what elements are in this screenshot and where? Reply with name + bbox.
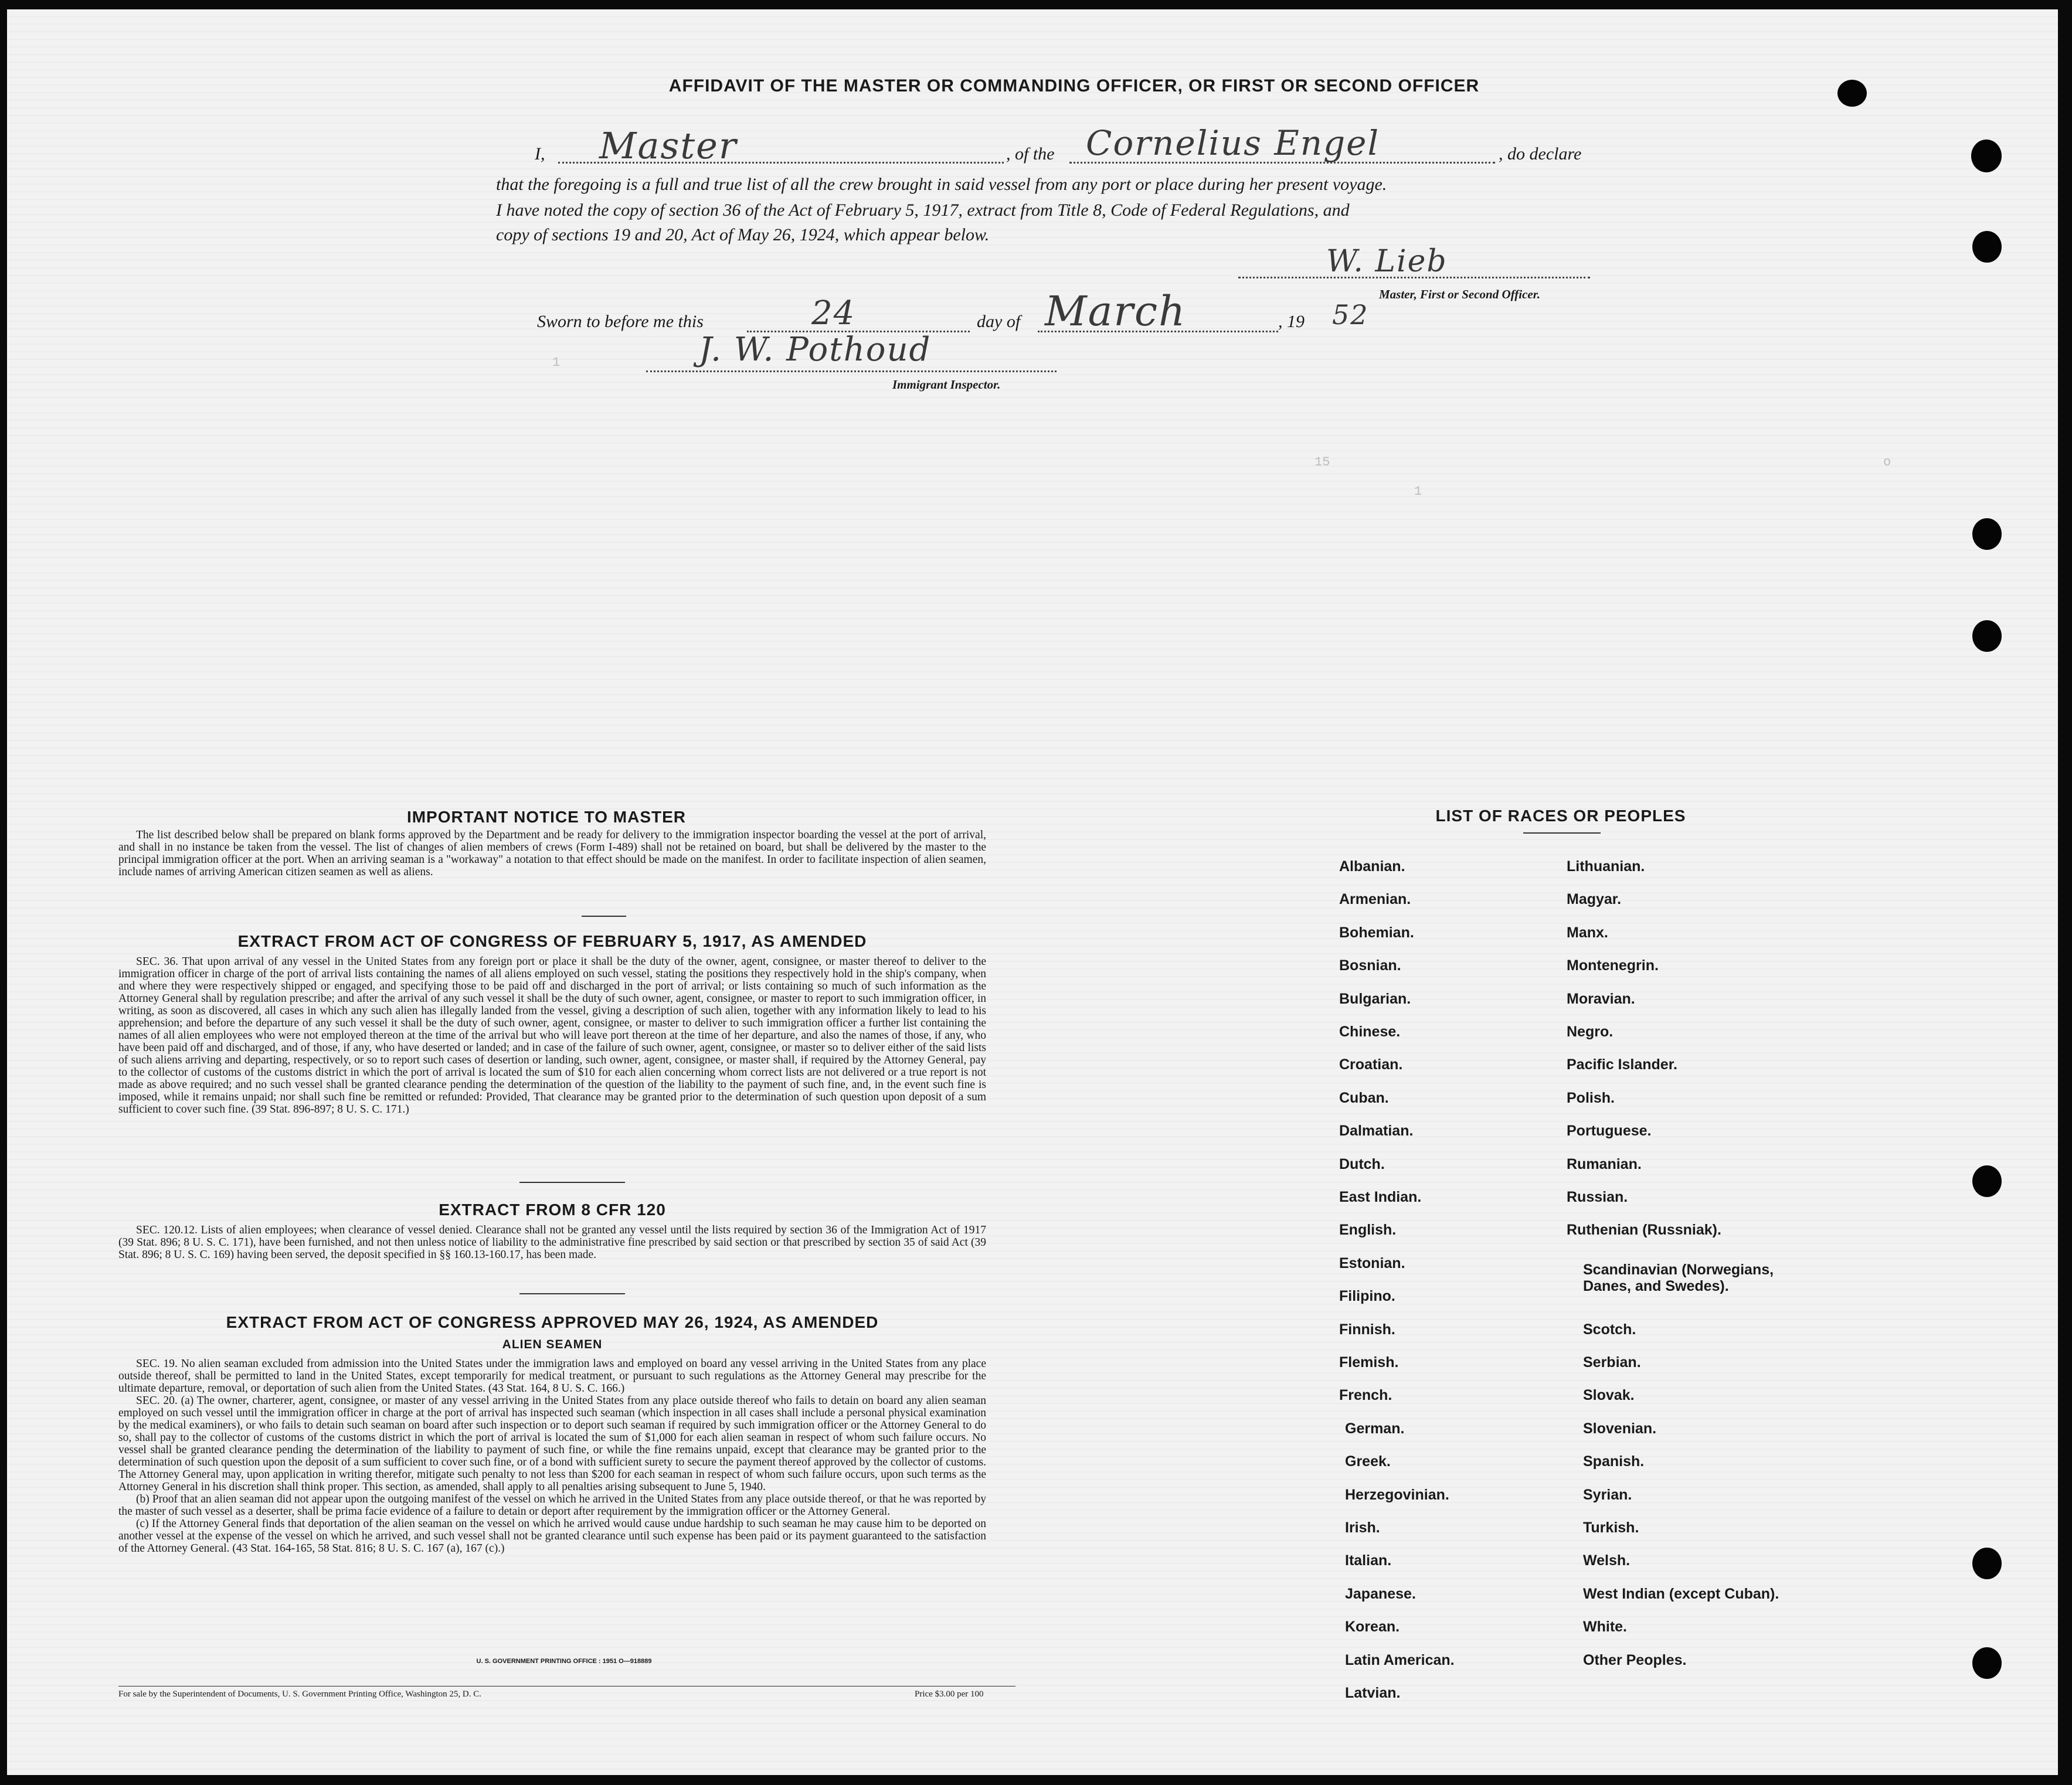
handwritten-signature: W. Lieb [1326, 244, 1448, 279]
race-right-item: Scotch. [1583, 1321, 1636, 1338]
sec20c-text: (c) If the Attorney General finds that deportation of the alien seaman on the vessel on which he arrived would cause undue hardship to such seaman he may cause him to be deported on another vessel at the expense of the vessel on which he arrived, and such vessel shall not be granted clearance until such expense has been paid or its payment guaranteed to the satisfaction of the Attorney General. (43 Stat. 164-165, 58 Stat. 816; 8 U. S. C. 167 (a), 167 (c).) [118, 1518, 986, 1555]
footer-right: Price $3.00 per 100 [915, 1689, 984, 1699]
race-left-item: Estonian. [1339, 1254, 1405, 1271]
declare-i-label: I, [535, 144, 545, 164]
sec20b-text: (b) Proof that an alien seaman did not appear upon the outgoing manifest of the vessel on which he arrived in the United States from any place outside thereof, or that he was reported by the master of such vessel as a deserter, shall be prima facie evidence of a failure to detain or deport after requirement by the immigration officer or the Attorney General. [118, 1493, 986, 1518]
sworn-label: Sworn to before me this [537, 312, 704, 331]
extract-cfr-title: EXTRACT FROM 8 CFR 120 [439, 1201, 666, 1219]
punch-hole [1972, 231, 2002, 263]
affidavit-line-1: that the foregoing is a full and true list of all the crew brought in said vessel from any port or place during her present voyage. [496, 175, 1387, 194]
bleed-through-mark: o [1883, 455, 1891, 470]
race-left-item: Latvian. [1345, 1685, 1401, 1701]
handwritten-month: March [1045, 287, 1187, 335]
race-right-item: Slovenian. [1583, 1420, 1657, 1437]
races-title: LIST OF RACES OR PEOPLES [1435, 807, 1686, 825]
race-right-item: Negro. [1567, 1024, 1614, 1040]
year-prefix: , 19 [1278, 312, 1305, 331]
affidavit-line-3: copy of sections 19 and 20, Act of May 26, 1924, which appear below. [496, 225, 990, 244]
handwritten-vessel: Cornelius Engel [1086, 123, 1380, 163]
affidavit-title: AFFIDAVIT OF THE MASTER OR COMMANDING OFFICER, OR FIRST OR SECOND OFFICER [668, 76, 1480, 96]
race-right-item: Moravian. [1567, 990, 1635, 1007]
race-right-item: Pacific Islander. [1567, 1056, 1677, 1073]
handwritten-inspector: J. W. Pothoud [699, 331, 932, 369]
race-right-item: Other Peoples. [1583, 1651, 1687, 1668]
race-left-item: Bosnian. [1339, 957, 1401, 974]
race-right-item: Manx. [1567, 924, 1608, 941]
race-right-item: Spanish. [1583, 1453, 1645, 1470]
bleed-through-mark: 15 [1314, 455, 1330, 470]
race-left-item: Korean. [1345, 1619, 1400, 1636]
race-right-item: Russian. [1567, 1189, 1628, 1205]
section-divider [519, 1293, 625, 1294]
race-left-item: Croatian. [1339, 1056, 1403, 1073]
extract-1917-title: EXTRACT FROM ACT OF CONGRESS OF FEBRUARY 5, 1917, AS AMENDED [237, 932, 867, 950]
race-right-item: Rumanian. [1567, 1155, 1642, 1172]
footer-left: For sale by the Superintendent of Documents, U. S. Government Printing Office, Washington 25, D. C. [118, 1689, 481, 1699]
race-right-item: Serbian. [1583, 1354, 1641, 1371]
extract-1917-text: SEC. 36. That upon arrival of any vessel in the United States from any foreign port or place it shall be the duty of the owner, agent, consignee, or master thereof to deliver to the immigration officer in charge of the port of arrival lists containing the names of all aliens employed on such vessel, stating the positions they respectively hold in the ship's company, when and where they were respectively shipped or engaged, and specifying those to be paid off and discharged in the port of arrival; or lists containing so much of such information as the Attorney General shall by regulation prescribe; and after the arrival of any such vessel it shall be the duty of such owner, agent, consignee, or master to report to such immigration officer, in writing, as soon as discovered, all cases in which any such alien has illegally landed from the vessel, giving a description of such alien, together with any information likely to lead to his apprehension; and before the departure of any such vessel it shall be the duty of such owner, agent, consignee, or master to deliver to such immigration officer a further list containing the names of all alien employees who were not employed thereon at the time of the arrival but who will leave port thereon at the time of her departure, and also the names of those, if any, who have been paid off and discharged, and of those, if any, who have deserted or landed; and in case of the failure of such owner, agent, consignee, or master so to deliver either of the said lists of such aliens arriving and departing, respectively, or so to report such cases of desertion or landing, such owner, agent, consignee, or master shall, if required by the Attorney General, pay to the collector of customs of the customs district in which the port of arrival is located the sum of $10 for each alien concerning whom correct lists are not delivered or a true report is not made as above required; and no such vessel shall be granted clearance pending the determination of the question of the liability to the payment of such fine, and, in the event such fine is imposed, while it remains unpaid; nor shall such fine be remitted or refunded: Provided, That clearance may be granted prior to the determination of such question upon deposit of a sum sufficient to cover such fine. (39 Stat. 896-897; 8 U. S. C. 171.) [118, 956, 986, 1116]
section-divider [582, 916, 626, 917]
race-right-item: Slovak. [1583, 1387, 1635, 1404]
bleed-through-mark: 1 [552, 355, 561, 370]
handwritten-year: 52 [1332, 299, 1369, 331]
race-left-item: French. [1339, 1387, 1392, 1404]
affidavit-line-2: I have noted the copy of section 36 of the Act of February 5, 1917, extract from Title 8, Code of Federal Regulations, and [496, 200, 1350, 220]
inspector-line [646, 369, 1057, 372]
punch-hole [1972, 620, 2002, 652]
race-right-item: White. [1583, 1619, 1627, 1636]
sec19-text: SEC. 19. No alien seaman excluded from admission into the United States under the immigration laws and employed on board any vessel arriving in the United States from any place outside thereof, shall be permitted to land in the United States, except temporarily for medical treatment, or pursuant to such regulations as the Attorney General may prescribe for the ultimate departure, removal, or deportation of such alien from the United States. (43 Stat. 164, 8 U. S. C. 166.) [118, 1358, 986, 1395]
notice-body [118, 829, 986, 878]
punch-hole [1971, 140, 2002, 172]
notice-text: The list described below shall be prepared on blank forms approved by the Department and be ready for delivery to the immigration inspector boarding the vessel at the port of arrival, and shall in no instance be taken from the vessel. The list of changes of alien members of crews (Form I-489) shall not be retained on board, but shall be delivered by the master to the principal immigration officer at the port. When an arriving seaman is a "workaway" a notation to that effect should be made on the manifest. In order to facilitate inspection of alien seamen, include names of arriving American citizen seamen as well as aliens. [118, 829, 986, 878]
footer-rule [118, 1686, 1015, 1687]
race-right-item: Turkish. [1583, 1519, 1639, 1536]
race-left-item: Japanese. [1345, 1585, 1416, 1602]
race-right-item: Danes, and Swedes). [1583, 1278, 1729, 1295]
punch-hole [1972, 1165, 2002, 1197]
notice-title: IMPORTANT NOTICE TO MASTER [406, 808, 687, 826]
of-the-label: , of the [1006, 144, 1055, 164]
race-right-item: Scandinavian (Norwegians, [1583, 1262, 1774, 1279]
race-right-item: West Indian (except Cuban). [1583, 1585, 1779, 1602]
race-left-item: Latin American. [1345, 1651, 1455, 1668]
race-left-item: Flemish. [1339, 1354, 1399, 1371]
race-left-item: Dutch. [1339, 1155, 1385, 1172]
race-right-item: Syrian. [1583, 1486, 1632, 1503]
race-left-item: English. [1339, 1222, 1397, 1239]
race-right-item: Magyar. [1567, 891, 1622, 908]
race-left-item: East Indian. [1339, 1189, 1422, 1205]
race-left-item: Filipino. [1339, 1288, 1395, 1305]
race-left-item: Herzegovinian. [1345, 1486, 1449, 1503]
extract-1924-body [118, 1358, 986, 1555]
race-right-item: Lithuanian. [1567, 858, 1645, 875]
do-declare-label: , do declare [1499, 144, 1582, 164]
race-left-item: Albanian. [1339, 858, 1405, 875]
sec20a-text: SEC. 20. (a) The owner, charterer, agent, consignee, or master of any vessel arriving in the United States from any place outside thereof who fails to detain on board any alien seaman employed on such vessel until the immigration officer in charge at the port of arrival has inspected such seaman (which inspection in all cases shall include a personal physical examination by the medical examiners), or who fails to detain such seaman on board after such inspection or to deport such seaman if required by such immigration officer or the Attorney General to do so, shall pay to the collector of customs of the customs district in which the port of arrival is located the sum of $1,000 for each alien seaman in respect of whom such failure occurs. No vessel shall be granted clearance pending the determination of the liability to payment of such fine, or while the fine remains unpaid, except that clearance may be granted prior to the determination of such question upon the deposit of a sum sufficient to cover such fine, or of a bond with sufficient surety to secure the payment thereof approved by the collector of customs. The Attorney General may, upon application in writing therefor, mitigate such penalty to not less than $200 for each seaman in respect of whom such failure occurs, upon such terms as the Attorney General in his discretion shall think proper. This section, as amended, shall apply to all penalties arising subsequent to June 5, 1940. [118, 1395, 986, 1493]
document-page [7, 9, 2058, 1775]
extract-1917-body [118, 956, 986, 1116]
extract-cfr-body [118, 1224, 986, 1261]
race-left-item: Cuban. [1339, 1089, 1389, 1106]
race-left-item: Greek. [1345, 1453, 1391, 1470]
bleed-through-mark: 1 [1414, 484, 1422, 499]
race-left-item: Bohemian. [1339, 924, 1414, 941]
race-left-item: Irish. [1345, 1519, 1380, 1536]
extract-1924-subtitle: ALIEN SEAMEN [502, 1338, 603, 1351]
race-right-item: Portuguese. [1567, 1123, 1652, 1140]
race-left-item: Finnish. [1339, 1321, 1395, 1338]
punch-hole [1972, 518, 2002, 550]
signature-caption: Master, First or Second Officer. [1379, 287, 1540, 301]
race-right-item: Polish. [1567, 1089, 1615, 1106]
punch-hole [1972, 1548, 2002, 1579]
race-right-item: Montenegrin. [1567, 957, 1659, 974]
race-right-item: Welsh. [1583, 1552, 1631, 1569]
extract-cfr-text: SEC. 120.12. Lists of alien employees; when clearance of vessel denied. Clearance shall not be granted any vessel until the lists required by section 36 of the Immigration Act of 1917 (39 Stat. 896; 8 U. S. C. 171), have been furnished, and not then unless notice of liability to the administrative fine prescribed by said section or that prescribed by section 35 of said Act (39 Stat. 896; 8 U. S. C. 169) having been served, the deposit specified in §§ 160.13-160.17, has been made. [118, 1224, 986, 1261]
races-title-rule [1523, 832, 1601, 834]
race-left-item: Italian. [1345, 1552, 1392, 1569]
punch-hole [1837, 80, 1867, 107]
race-right-item: Ruthenian (Russniak). [1567, 1222, 1721, 1239]
day-of-label: day of [977, 312, 1021, 331]
handwritten-name: Master [599, 124, 738, 167]
punch-hole [1972, 1647, 2002, 1679]
race-left-item: Armenian. [1339, 891, 1411, 908]
inspector-caption: Immigrant Inspector. [892, 378, 1001, 392]
section-divider [519, 1182, 625, 1183]
printing-office-line: U. S. GOVERNMENT PRINTING OFFICE : 1951 O—918889 [476, 1658, 652, 1665]
race-left-item: Bulgarian. [1339, 990, 1411, 1007]
race-left-item: German. [1345, 1420, 1405, 1437]
race-left-item: Dalmatian. [1339, 1123, 1414, 1140]
extract-1924-title: EXTRACT FROM ACT OF CONGRESS APPROVED MAY 26, 1924, AS AMENDED [226, 1313, 879, 1331]
race-left-item: Chinese. [1339, 1024, 1401, 1040]
handwritten-day: 24 [811, 294, 856, 332]
